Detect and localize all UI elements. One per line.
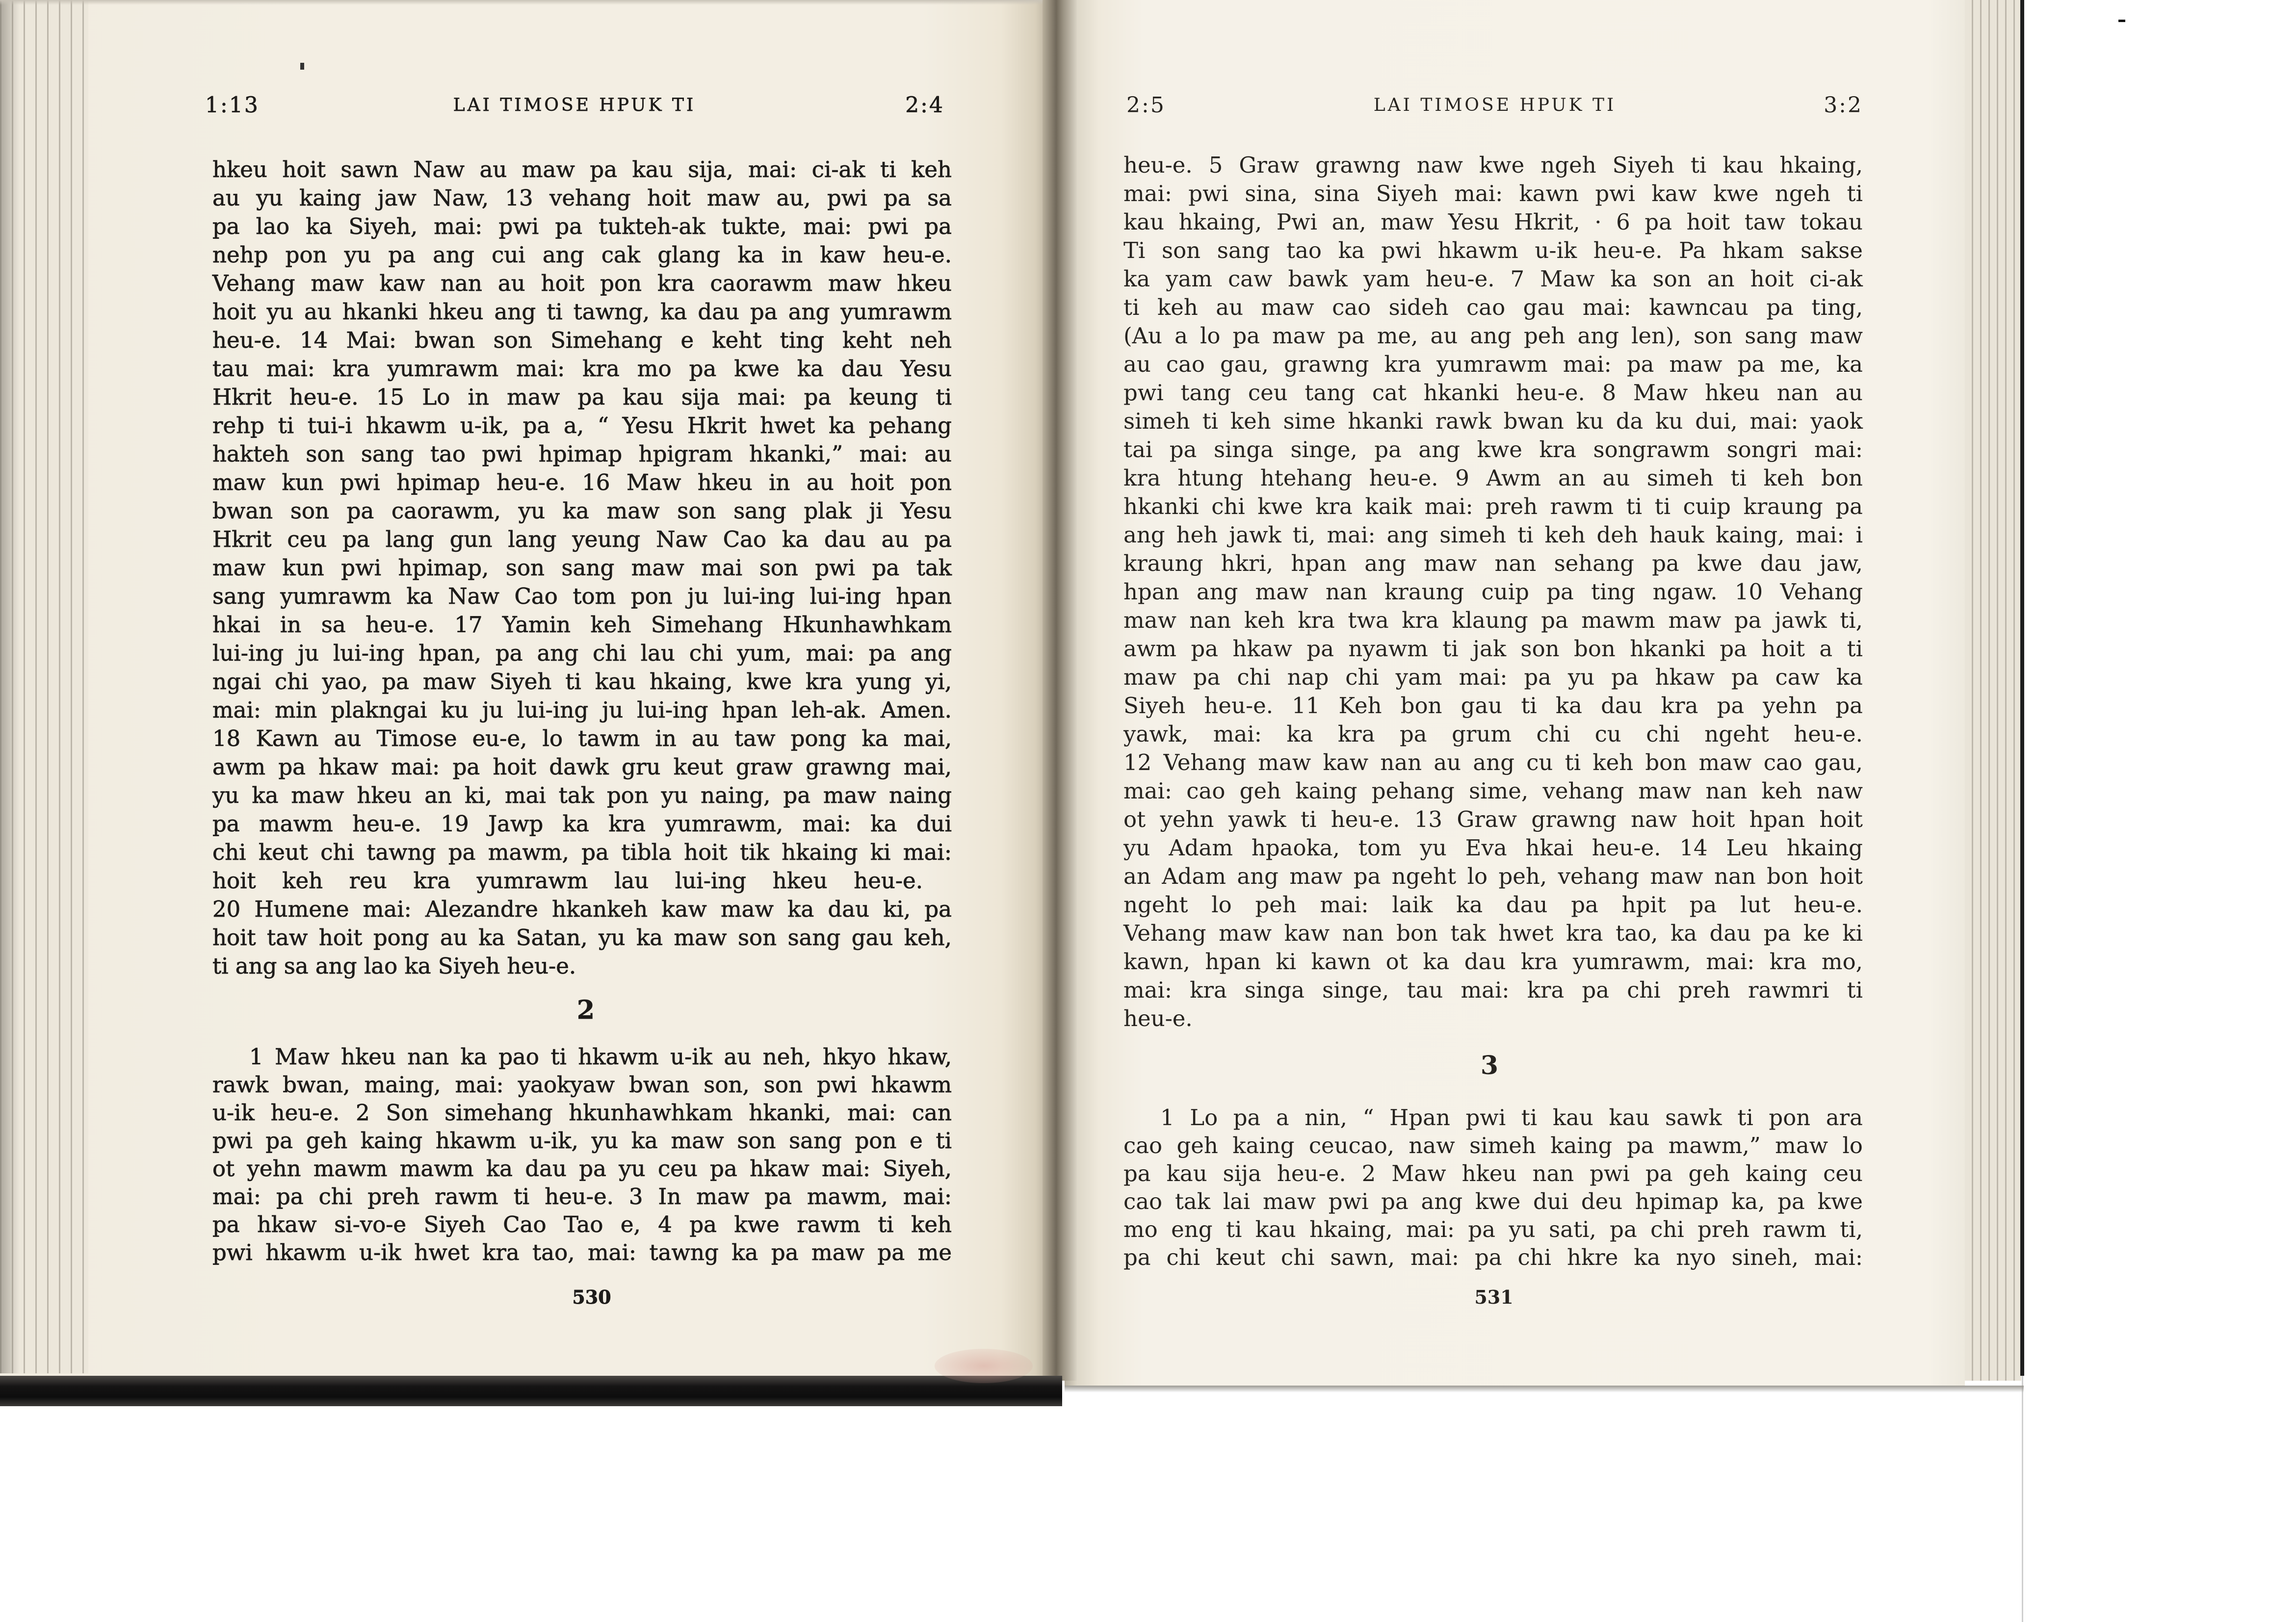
text-line: mai: cao geh kaing pehang sime, vehang maw nan keh naw xyxy=(1123,778,1863,804)
page-edge-stack-right xyxy=(1965,0,2021,1381)
text-line: yu ka maw hkeu an ki, mai tak pon yu naing, pa maw naing xyxy=(212,782,952,808)
text-line: kau hkaing, Pwi an, maw Yesu Hkrit, · 6 pa hoit taw tokau xyxy=(1123,209,1863,235)
text-line: maw pa chi nap chi yam mai: pa yu pa hkaw pa caw ka xyxy=(1123,664,1863,690)
text-column xyxy=(212,155,952,980)
text-line: Vehang maw kaw nan bon tak hwet kra tao, ka dau pa ke ki xyxy=(1123,920,1863,946)
text-column xyxy=(212,1043,952,1266)
text-line: ot yehn yawk ti heu-e. 13 Graw grawng naw hoit hpan hoit xyxy=(1123,806,1863,832)
text-line: au cao gau, grawng kra yumrawm mai: pa maw pa me, ka xyxy=(1123,351,1863,377)
text-line: hoit keh reu kra yumrawm lau lui-ing hkeu heu-e. xyxy=(212,868,923,894)
chapter-heading: 2 xyxy=(576,995,595,1025)
text-line: ti ang sa ang lao ka Siyeh heu-e. xyxy=(212,953,576,979)
running-head-left-reference: 1:13 xyxy=(205,93,260,118)
running-head-right-reference: 2:4 xyxy=(905,93,944,118)
text-line: u-ik heu-e. 2 Son simehang hkunhawhkam hkanki, mai: can xyxy=(212,1100,952,1126)
text-line: rehp ti tui-i hkawm u-ik, pa a, “ Yesu Hkrit hwet ka pehang xyxy=(212,412,952,438)
text-line: hoit taw hoit pong au ka Satan, yu ka maw son sang gau keh, xyxy=(212,925,952,951)
text-line: pa hkaw si-vo-e Siyeh Cao Tao e, 4 pa kwe rawm ti keh xyxy=(212,1211,952,1237)
text-line: heu-e. 5 Graw grawng naw kwe ngeh Siyeh ti kau hkaing, xyxy=(1123,152,1863,178)
text-line: hpan ang maw nan kraung cuip pa ting ngaw. 10 Vehang xyxy=(1123,579,1863,605)
text-line: 1 Maw hkeu nan ka pao ti hkawm u-ik au neh, hkyo hkaw, xyxy=(249,1044,952,1070)
running-head xyxy=(0,93,1055,118)
text-line: yawk, mai: ka kra pa grum chi cu chi ngeht heu-e. xyxy=(1123,721,1863,747)
text-line: lui-ing ju lui-ing hpan, pa ang chi lau chi yum, mai: pa ang xyxy=(212,640,952,666)
text-line: 20 Humene mai: Alezandre hkankeh kaw maw ka dau ki, pa xyxy=(212,896,952,922)
text-line: Hkrit heu-e. 15 Lo in maw pa kau sija mai: pa keung ti xyxy=(212,384,952,410)
scanner-edge-line xyxy=(2020,0,2024,1376)
text-line: hakteh son sang tao pwi hpimap hpigram hkanki,” mai: au xyxy=(212,441,952,467)
text-line: chi keut chi tawng pa mawm, pa tibla hoit tik hkaing ki mai: xyxy=(212,839,952,865)
text-line: pa kau sija heu-e. 2 Maw hkeu nan pwi pa geh kaing ceu xyxy=(1123,1160,1863,1186)
text-line: hkai in sa heu-e. 17 Yamin keh Simehang Hkunhawhkam xyxy=(212,612,952,638)
running-head-left-reference: 2:5 xyxy=(1126,93,1166,118)
text-line: mai: min plakngai ku ju lui-ing ju lui-ing hpan leh-ak. Amen. xyxy=(212,697,952,723)
running-head-title: LAI TIMOSE HPUK TI xyxy=(1373,95,1617,115)
page-number: 531 xyxy=(1474,1286,1513,1308)
text-line: tai pa singa singe, pa ang kwe kra songrawm songri mai: xyxy=(1123,437,1863,463)
text-line: nehp pon yu pa ang cui ang cak glang ka in kaw heu-e. xyxy=(212,242,952,268)
text-line: pwi pa geh kaing hkawm u-ik, yu ka maw son sang pon e ti xyxy=(212,1128,952,1154)
text-line: ngai chi yao, pa maw Siyeh ti kau hkaing, kwe kra yung yi, xyxy=(212,669,952,695)
text-line: ngeht lo peh mai: laik ka dau pa hpit pa lut heu-e. xyxy=(1123,892,1863,918)
scanner-edge-line-faint xyxy=(2022,1376,2023,1622)
text-line: pa chi keut chi sawn, mai: pa chi hkre ka nyo sineh, mai: xyxy=(1123,1244,1863,1270)
page-number: 530 xyxy=(572,1286,611,1308)
right-page xyxy=(1065,0,1965,1386)
text-line: pa lao ka Siyeh, mai: pwi pa tukteh-ak tukte, mai: pwi pa xyxy=(212,213,952,239)
text-line: hkanki chi kwe kra kaik mai: preh rawm ti ti cuip kraung pa xyxy=(1123,493,1863,519)
text-line: Ti son sang tao ka pwi hkawm u-ik heu-e. Pa hkam sakse xyxy=(1123,237,1863,263)
text-line: mo eng ti kau hkaing, mai: pa yu sati, pa chi preh rawm ti, xyxy=(1123,1216,1863,1242)
page-bottom-shadow xyxy=(1065,1386,2024,1392)
text-line: cao geh kaing ceucao, naw simeh kaing pa mawm,” maw lo xyxy=(1123,1133,1863,1159)
text-column xyxy=(1123,1104,1863,1271)
text-line: Vehang maw kaw nan au hoit pon kra caorawm maw hkeu xyxy=(212,270,952,296)
running-head xyxy=(1065,93,1965,118)
text-line: simeh ti keh sime hkanki rawk bwan ku da ku dui, mai: yaok xyxy=(1123,408,1863,434)
text-line: pwi hkawm u-ik hwet kra tao, mai: tawng ka pa maw pa me xyxy=(212,1239,952,1265)
text-line: yu Adam hpaoka, tom yu Eva hkai heu-e. 14 Leu hkaing xyxy=(1123,835,1863,861)
running-head-title: LAI TIMOSE HPUK TI xyxy=(453,95,696,115)
text-line: pa mawm heu-e. 19 Jawp ka kra yumrawm, mai: ka dui xyxy=(212,811,952,837)
text-line: awm pa hkaw mai: pa hoit dawk gru keut graw grawng mai, xyxy=(212,754,952,780)
text-line: ang heh jawk ti, mai: ang simeh ti keh deh hauk kaing, mai: i xyxy=(1123,522,1863,548)
text-line: kraung hkri, hpan ang maw nan sehang pa kwe dau jaw, xyxy=(1123,550,1863,576)
text-line: kawn, hpan ki kawn ot ka dau kra yumrawm, mai: kra mo, xyxy=(1123,949,1863,975)
text-line: maw kun pwi hpimap heu-e. 16 Maw hkeu in au hoit pon xyxy=(212,469,952,495)
text-column xyxy=(1123,151,1863,1033)
text-line: bwan son pa caorawm, yu ka maw son sang plak ji Yesu xyxy=(212,498,952,524)
text-line: sang yumrawm ka Naw Cao tom pon ju lui-ing lui-ing hpan xyxy=(212,583,952,609)
left-page xyxy=(0,0,1055,1376)
text-line: mai: kra singa singe, tau mai: kra pa chi preh rawmri ti xyxy=(1123,977,1863,1003)
text-line: ti keh au maw cao sideh cao gau mai: kawncau pa ting, xyxy=(1123,294,1863,320)
scan-speck xyxy=(2118,20,2125,22)
text-line: ka yam caw bawk yam heu-e. 7 Maw ka son an hoit ci-ak xyxy=(1123,266,1863,292)
text-line: heu-e. xyxy=(1123,1005,1193,1031)
text-line: mai: pwi sina, sina Siyeh mai: kawn pwi kaw kwe ngeh ti xyxy=(1123,180,1863,206)
text-line: (Au a lo pa maw pa me, au ang peh ang len), son sang maw xyxy=(1123,323,1863,349)
text-line: Hkrit ceu pa lang gun lang yeung Naw Cao ka dau au pa xyxy=(212,526,952,552)
text-line: kra htung htehang heu-e. 9 Awm an au simeh ti keh bon xyxy=(1123,465,1863,491)
text-line: pwi tang ceu tang cat hkanki heu-e. 8 Maw hkeu nan au xyxy=(1123,380,1863,406)
chapter-heading: 3 xyxy=(1480,1051,1499,1081)
text-line: ot yehn mawm mawm ka dau pa yu ceu pa hkaw mai: Siyeh, xyxy=(212,1156,952,1182)
text-line: tau mai: kra yumrawm mai: kra mo pa kwe ka dau Yesu xyxy=(212,356,952,382)
text-line: au yu kaing jaw Naw, 13 vehang hoit maw au, pwi pa sa xyxy=(212,185,952,211)
text-line: heu-e. 14 Mai: bwan son Simehang e keht ting keht neh xyxy=(212,327,952,353)
text-line: maw nan keh kra twa kra klaung pa mawm maw pa jawk ti, xyxy=(1123,607,1863,633)
text-line: rawk bwan, maing, mai: yaokyaw bwan son, son pwi hkawm xyxy=(212,1072,952,1098)
text-line: 1 Lo pa a nin, “ Hpan pwi ti kau kau sawk ti pon ara xyxy=(1160,1105,1863,1131)
text-line: hoit yu au hkanki hkeu ang ti tawng, ka dau pa ang yumrawm xyxy=(212,299,952,325)
text-line: hkeu hoit sawn Naw au maw pa kau sija, mai: ci-ak ti keh xyxy=(212,156,952,182)
text-line: maw kun pwi hpimap, son sang maw mai son pwi pa tak xyxy=(212,555,952,581)
text-line: cao tak lai maw pwi pa ang kwe dui deu hpimap ka, pa kwe xyxy=(1123,1188,1863,1214)
book-cover-edge xyxy=(0,1376,1062,1406)
text-line: 18 Kawn au Timose eu-e, lo tawm in au taw pong ka mai, xyxy=(212,725,952,751)
text-line: Siyeh heu-e. 11 Keh bon gau ti ka dau kra pa yehn pa xyxy=(1123,693,1863,719)
text-line: 12 Vehang maw kaw nan au ang cu ti keh bon maw cao gau, xyxy=(1123,749,1863,775)
text-line: an Adam ang maw pa ngeht lo peh, vehang maw nan bon hoit xyxy=(1123,863,1863,889)
text-line: mai: pa chi preh rawm ti heu-e. 3 In maw pa mawm, mai: xyxy=(212,1184,952,1210)
running-head-right-reference: 3:2 xyxy=(1824,93,1863,118)
text-line: awm pa hkaw pa nyawm ti jak son bon hkanki pa hoit a ti xyxy=(1123,636,1863,662)
